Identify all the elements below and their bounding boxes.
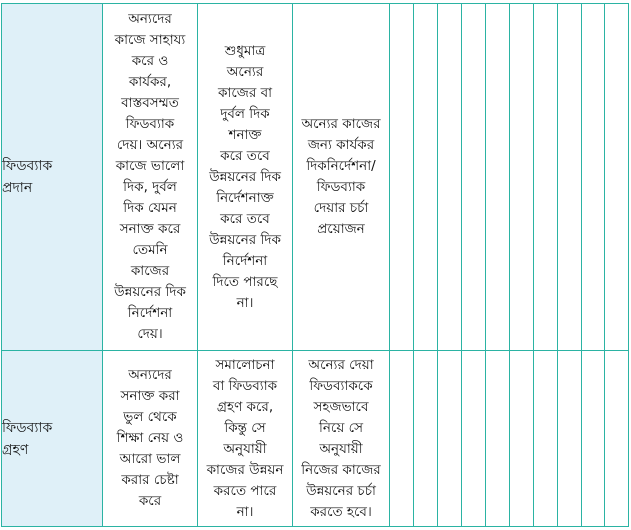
criterion-label: ফিডব্যাক প্রদান	[2, 158, 53, 196]
table-row	[2, 4, 629, 351]
level-cell	[103, 351, 198, 527]
blank-score-cell	[438, 351, 462, 527]
blank-score-cell	[534, 351, 558, 527]
blank-score-cell	[414, 351, 438, 527]
blank-score-cell	[462, 351, 486, 527]
blank-score-cell	[462, 4, 486, 351]
blank-score-cell	[414, 4, 438, 351]
level-description: অন্যের কাজের জন্য কার্যকর দিকনির্দেশনা/ ফিডব্যাক দেয়ার চর্চা প্রয়োজন	[301, 116, 381, 237]
level-description: অন্যদের কাজে সাহায্য করে ও কার্যকর, বাস্তবসম্মত ফিডব্যাক দেয়। অন্যের কাজে ভালো দিক, দুর্বল দিক যেমন সনাক্ত করে তেমনি কাজের উন্নয়নের দিক নির্দেশনা দেয়।	[114, 11, 186, 342]
table-row	[2, 351, 629, 527]
level-cell	[198, 351, 293, 527]
blank-score-cell	[534, 4, 558, 351]
level-cell	[293, 4, 390, 351]
criterion-label-cell	[2, 351, 103, 527]
criterion-label-cell	[2, 4, 103, 351]
blank-score-cell	[390, 351, 414, 527]
blank-score-cell	[390, 4, 414, 351]
level-description: সমালোচনা বা ফিডব্যাক গ্রহণ করে, কিন্তু সে অনুযায়ী কাজের উন্নয়ন করতে পারে না।	[206, 356, 284, 520]
level-description: শুধুমাত্র অন্যের কাজের বা দুর্বল দিক শনাক্ত করে তবে উন্নয়নের দিক নির্দেশনাক্ত করে তবে উন্নয়নের দিক নির্দেশনা দিতে পারছে না।	[209, 42, 281, 311]
blank-score-cell	[510, 4, 534, 351]
blank-score-cell	[510, 351, 534, 527]
blank-score-cell	[605, 4, 629, 351]
blank-score-cell	[558, 351, 582, 527]
level-description: অন্যদের সনাক্ত করা ভুল থেকে শিক্ষা নেয় ও আরো ভাল করার চেষ্টা করে	[116, 367, 184, 509]
blank-score-cell	[605, 351, 629, 527]
level-cell	[103, 4, 198, 351]
blank-score-cell	[438, 4, 462, 351]
blank-score-cell	[486, 351, 510, 527]
level-cell	[293, 351, 390, 527]
level-cell	[198, 4, 293, 351]
blank-score-cell	[486, 4, 510, 351]
blank-score-cell	[582, 4, 605, 351]
level-description: অন্যের দেয়া ফিডব্যাককে সহজভাবে নিয়ে সে অনুযায়ী নিজের কাজের উন্নয়নের চর্চা করতে হবে।	[301, 356, 381, 520]
criterion-label: ফিডব্যাক গ্রহণ	[2, 419, 53, 458]
blank-score-cell	[558, 4, 582, 351]
blank-score-cell	[582, 351, 605, 527]
rubric-table	[1, 3, 629, 527]
